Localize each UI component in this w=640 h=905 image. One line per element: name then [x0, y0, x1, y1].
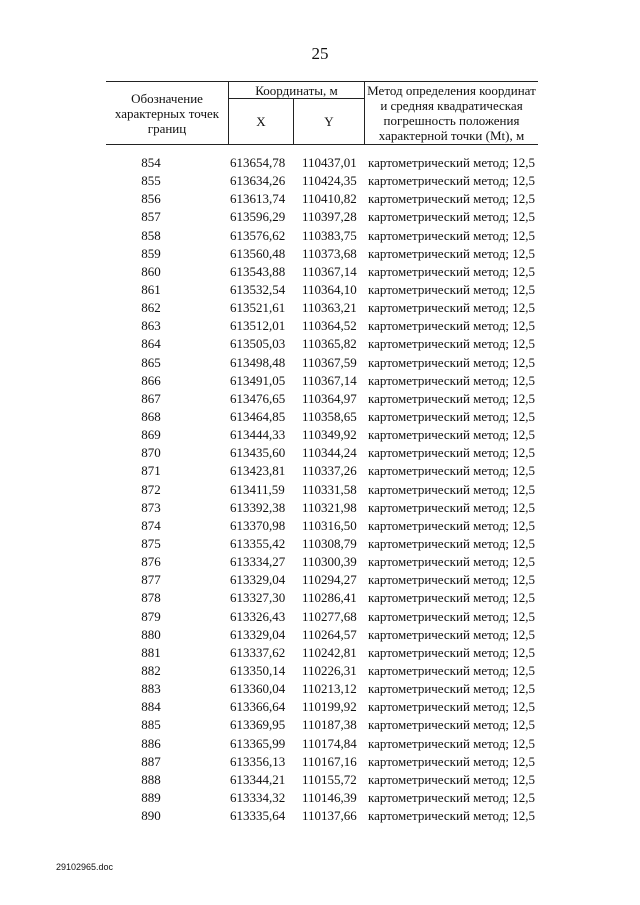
method-cell: картометрический метод; 12,5: [368, 463, 536, 479]
coord-y: 110364,52: [302, 318, 357, 334]
point-number: 876: [141, 554, 161, 570]
table-row: [0, 771, 640, 789]
table-row: [0, 680, 640, 698]
table-row: [0, 535, 640, 553]
table-row: [0, 644, 640, 662]
point-number: 858: [141, 227, 161, 243]
method-cell: картометрический метод; 12,5: [368, 281, 536, 297]
point-number: 871: [141, 463, 161, 479]
method-cell: картометрический метод; 12,5: [368, 735, 536, 751]
coord-y: 110364,10: [302, 281, 357, 297]
point-number: 874: [141, 517, 161, 533]
coord-y: 110146,39: [302, 789, 357, 805]
coord-y: 110286,41: [302, 590, 357, 606]
coord-x: 613326,43: [230, 608, 286, 624]
coord-x: 613596,29: [230, 209, 286, 225]
point-number: 887: [141, 753, 161, 769]
method-cell: картометрический метод; 12,5: [368, 318, 536, 334]
coord-x: 613365,99: [230, 735, 286, 751]
point-number: 862: [141, 300, 161, 316]
method-cell: картометрический метод; 12,5: [368, 572, 536, 588]
point-number: 857: [141, 209, 161, 225]
method-cell: картометрический метод; 12,5: [368, 155, 536, 170]
coord-x: 613464,85: [230, 408, 286, 424]
method-cell: картометрический метод; 12,5: [368, 372, 536, 388]
coord-x: 613334,27: [230, 554, 286, 570]
coord-x: 613532,54: [230, 281, 286, 297]
header-coordinates: Координаты, м: [229, 82, 365, 99]
coord-x: 613654,78: [230, 155, 286, 170]
method-cell: картометрический метод; 12,5: [368, 626, 536, 642]
coord-y: 110242,81: [302, 644, 357, 660]
coord-y: 110344,24: [302, 445, 357, 461]
coord-y: 110321,98: [302, 499, 357, 515]
table-row: [0, 571, 640, 589]
coord-y: 110383,75: [302, 227, 357, 243]
point-number: 885: [141, 717, 161, 733]
coord-x: 613355,42: [230, 535, 286, 551]
point-number: 883: [141, 681, 161, 697]
point-number: 869: [141, 427, 161, 443]
table-row: [0, 608, 640, 626]
method-cell: картометрический метод; 12,5: [368, 336, 536, 352]
coord-x: 613360,04: [230, 681, 286, 697]
coord-y: 110167,16: [302, 753, 357, 769]
coord-y: 110367,59: [302, 354, 357, 370]
coord-x: 613444,33: [230, 427, 286, 443]
coord-x: 613521,61: [230, 300, 286, 316]
table-row: [0, 481, 640, 499]
method-cell: картометрический метод; 12,5: [368, 554, 536, 570]
table-row: [0, 444, 640, 462]
table-row: [0, 372, 640, 390]
method-cell: картометрический метод; 12,5: [368, 808, 536, 824]
coord-y: 110365,82: [302, 336, 357, 352]
header-point-label: Обозначение характерных точек границ: [106, 82, 229, 145]
table-row: [0, 408, 640, 426]
point-number: 886: [141, 735, 161, 751]
coord-y: 110364,97: [302, 390, 357, 406]
method-cell: картометрический метод; 12,5: [368, 699, 536, 715]
header-x: X: [229, 99, 294, 145]
point-number: 856: [141, 191, 161, 207]
table-row: [0, 662, 640, 680]
coord-y: 110155,72: [302, 771, 357, 787]
coord-x: 613335,64: [230, 808, 286, 824]
point-number: 863: [141, 318, 161, 334]
method-cell: картометрический метод; 12,5: [368, 481, 536, 497]
point-number: 889: [141, 789, 161, 805]
table-row: [0, 335, 640, 353]
coord-y: 110367,14: [302, 263, 357, 279]
point-number: 865: [141, 354, 161, 370]
coord-x: 613576,62: [230, 227, 286, 243]
coord-x: 613634,26: [230, 173, 286, 189]
table-row: [0, 735, 640, 753]
coord-y: 110363,21: [302, 300, 357, 316]
table-row: [0, 263, 640, 281]
coord-x: 613512,01: [230, 318, 286, 334]
coord-x: 613327,30: [230, 590, 286, 606]
point-number: 877: [141, 572, 161, 588]
method-cell: картометрический метод; 12,5: [368, 717, 536, 733]
point-number: 873: [141, 499, 161, 515]
coord-y: 110264,57: [302, 626, 357, 642]
method-cell: картометрический метод; 12,5: [368, 535, 536, 551]
coord-y: 110137,66: [302, 808, 357, 824]
header-y: Y: [294, 99, 365, 145]
point-number: 872: [141, 481, 161, 497]
table-body: [0, 154, 640, 825]
table-row: [0, 753, 640, 771]
coord-x: 613369,95: [230, 717, 286, 733]
table-row: [0, 626, 640, 644]
footer-filename: 29102965.doc: [56, 862, 114, 872]
table-row: [0, 789, 640, 807]
table-row: [0, 807, 640, 825]
point-number: 868: [141, 408, 161, 424]
coord-x: 613476,65: [230, 390, 286, 406]
coord-y: 110410,82: [302, 191, 357, 207]
table-row: [0, 390, 640, 408]
coord-y: 110199,92: [302, 699, 357, 715]
coord-x: 613329,04: [230, 626, 286, 642]
coord-y: 110373,68: [302, 245, 357, 261]
point-number: 870: [141, 445, 161, 461]
method-cell: картометрический метод; 12,5: [368, 681, 536, 697]
coord-x: 613505,03: [230, 336, 286, 352]
point-number: 875: [141, 535, 161, 551]
coord-y: 110367,14: [302, 372, 357, 388]
table-row: [0, 553, 640, 571]
table-row: [0, 227, 640, 245]
table-row: [0, 499, 640, 517]
method-cell: картометрический метод; 12,5: [368, 227, 536, 243]
table-header: [106, 81, 538, 145]
coord-y: 110424,35: [302, 173, 357, 189]
coord-y: 110349,92: [302, 427, 357, 443]
point-number: 888: [141, 771, 161, 787]
coord-x: 613411,59: [230, 481, 285, 497]
method-cell: картометрический метод; 12,5: [368, 209, 536, 225]
method-cell: картометрический метод; 12,5: [368, 390, 536, 406]
coord-y: 110294,27: [302, 572, 357, 588]
coord-x: 613543,88: [230, 263, 286, 279]
coord-y: 110300,39: [302, 554, 357, 570]
coord-y: 110437,01: [302, 155, 357, 170]
coord-x: 613334,32: [230, 789, 286, 805]
method-cell: картометрический метод; 12,5: [368, 644, 536, 660]
coord-x: 613366,64: [230, 699, 286, 715]
coord-y: 110316,50: [302, 517, 357, 533]
coord-x: 613435,60: [230, 445, 286, 461]
point-number: 861: [141, 281, 161, 297]
method-cell: картометрический метод; 12,5: [368, 245, 536, 261]
point-number: 860: [141, 263, 161, 279]
coord-y: 110337,26: [302, 463, 357, 479]
point-number: 879: [141, 608, 161, 624]
coord-x: 613498,48: [230, 354, 286, 370]
table-row: [0, 589, 640, 607]
method-cell: картометрический метод; 12,5: [368, 408, 536, 424]
table-row: [0, 517, 640, 535]
method-cell: картометрический метод; 12,5: [368, 662, 536, 678]
coord-x: 613344,21: [230, 771, 286, 787]
table-row: [0, 172, 640, 190]
coord-y: 110397,28: [302, 209, 357, 225]
point-number: 859: [141, 245, 161, 261]
point-number: 866: [141, 372, 161, 388]
method-cell: картометрический метод; 12,5: [368, 191, 536, 207]
table-row: [0, 208, 640, 226]
point-number: 880: [141, 626, 161, 642]
method-cell: картометрический метод; 12,5: [368, 445, 536, 461]
coord-x: 613350,14: [230, 662, 286, 678]
table-row: [0, 426, 640, 444]
point-number: 882: [141, 662, 161, 678]
table-row: [0, 716, 640, 734]
coord-y: 110187,38: [302, 717, 357, 733]
method-cell: картометрический метод; 12,5: [368, 517, 536, 533]
table-row: [0, 281, 640, 299]
method-cell: картометрический метод; 12,5: [368, 354, 536, 370]
coord-y: 110277,68: [302, 608, 357, 624]
method-cell: картометрический метод; 12,5: [368, 263, 536, 279]
point-number: 878: [141, 590, 161, 606]
table-row: [0, 190, 640, 208]
point-number: 867: [141, 390, 161, 406]
coord-y: 110213,12: [302, 681, 357, 697]
coord-x: 613491,05: [230, 372, 286, 388]
coord-x: 613613,74: [230, 191, 286, 207]
coord-y: 110358,65: [302, 408, 357, 424]
method-cell: картометрический метод; 12,5: [368, 300, 536, 316]
table-row: [0, 354, 640, 372]
method-cell: картометрический метод; 12,5: [368, 427, 536, 443]
coord-x: 613560,48: [230, 245, 286, 261]
point-number: 854: [141, 155, 161, 170]
coord-y: 110226,31: [302, 662, 357, 678]
method-cell: картометрический метод; 12,5: [368, 753, 536, 769]
point-number: 884: [141, 699, 161, 715]
method-cell: картометрический метод; 12,5: [368, 789, 536, 805]
table-row: [0, 698, 640, 716]
method-cell: картометрический метод; 12,5: [368, 499, 536, 515]
point-number: 855: [141, 173, 161, 189]
table-row: [0, 462, 640, 480]
point-number: 890: [141, 808, 161, 824]
coord-x: 613329,04: [230, 572, 286, 588]
page-number: 25: [311, 44, 329, 63]
table-row: [0, 317, 640, 335]
coord-x: 613356,13: [230, 753, 286, 769]
coord-y: 110331,58: [302, 481, 357, 497]
method-cell: картометрический метод; 12,5: [368, 771, 536, 787]
header-method: Метод определения координат и средняя квадратическая погрешность положения характерной точки (Mt), м: [365, 82, 539, 145]
point-number: 864: [141, 336, 161, 352]
method-cell: картометрический метод; 12,5: [368, 590, 536, 606]
coord-y: 110308,79: [302, 535, 357, 551]
method-cell: картометрический метод; 12,5: [368, 173, 536, 189]
table-row: [0, 245, 640, 263]
coord-x: 613370,98: [230, 517, 286, 533]
coord-x: 613423,81: [230, 463, 286, 479]
method-cell: картометрический метод; 12,5: [368, 608, 536, 624]
point-number: 881: [141, 644, 161, 660]
table-row: [0, 154, 640, 172]
coord-x: 613337,62: [230, 644, 286, 660]
table-row: [0, 299, 640, 317]
coord-y: 110174,84: [302, 735, 357, 751]
coord-x: 613392,38: [230, 499, 286, 515]
